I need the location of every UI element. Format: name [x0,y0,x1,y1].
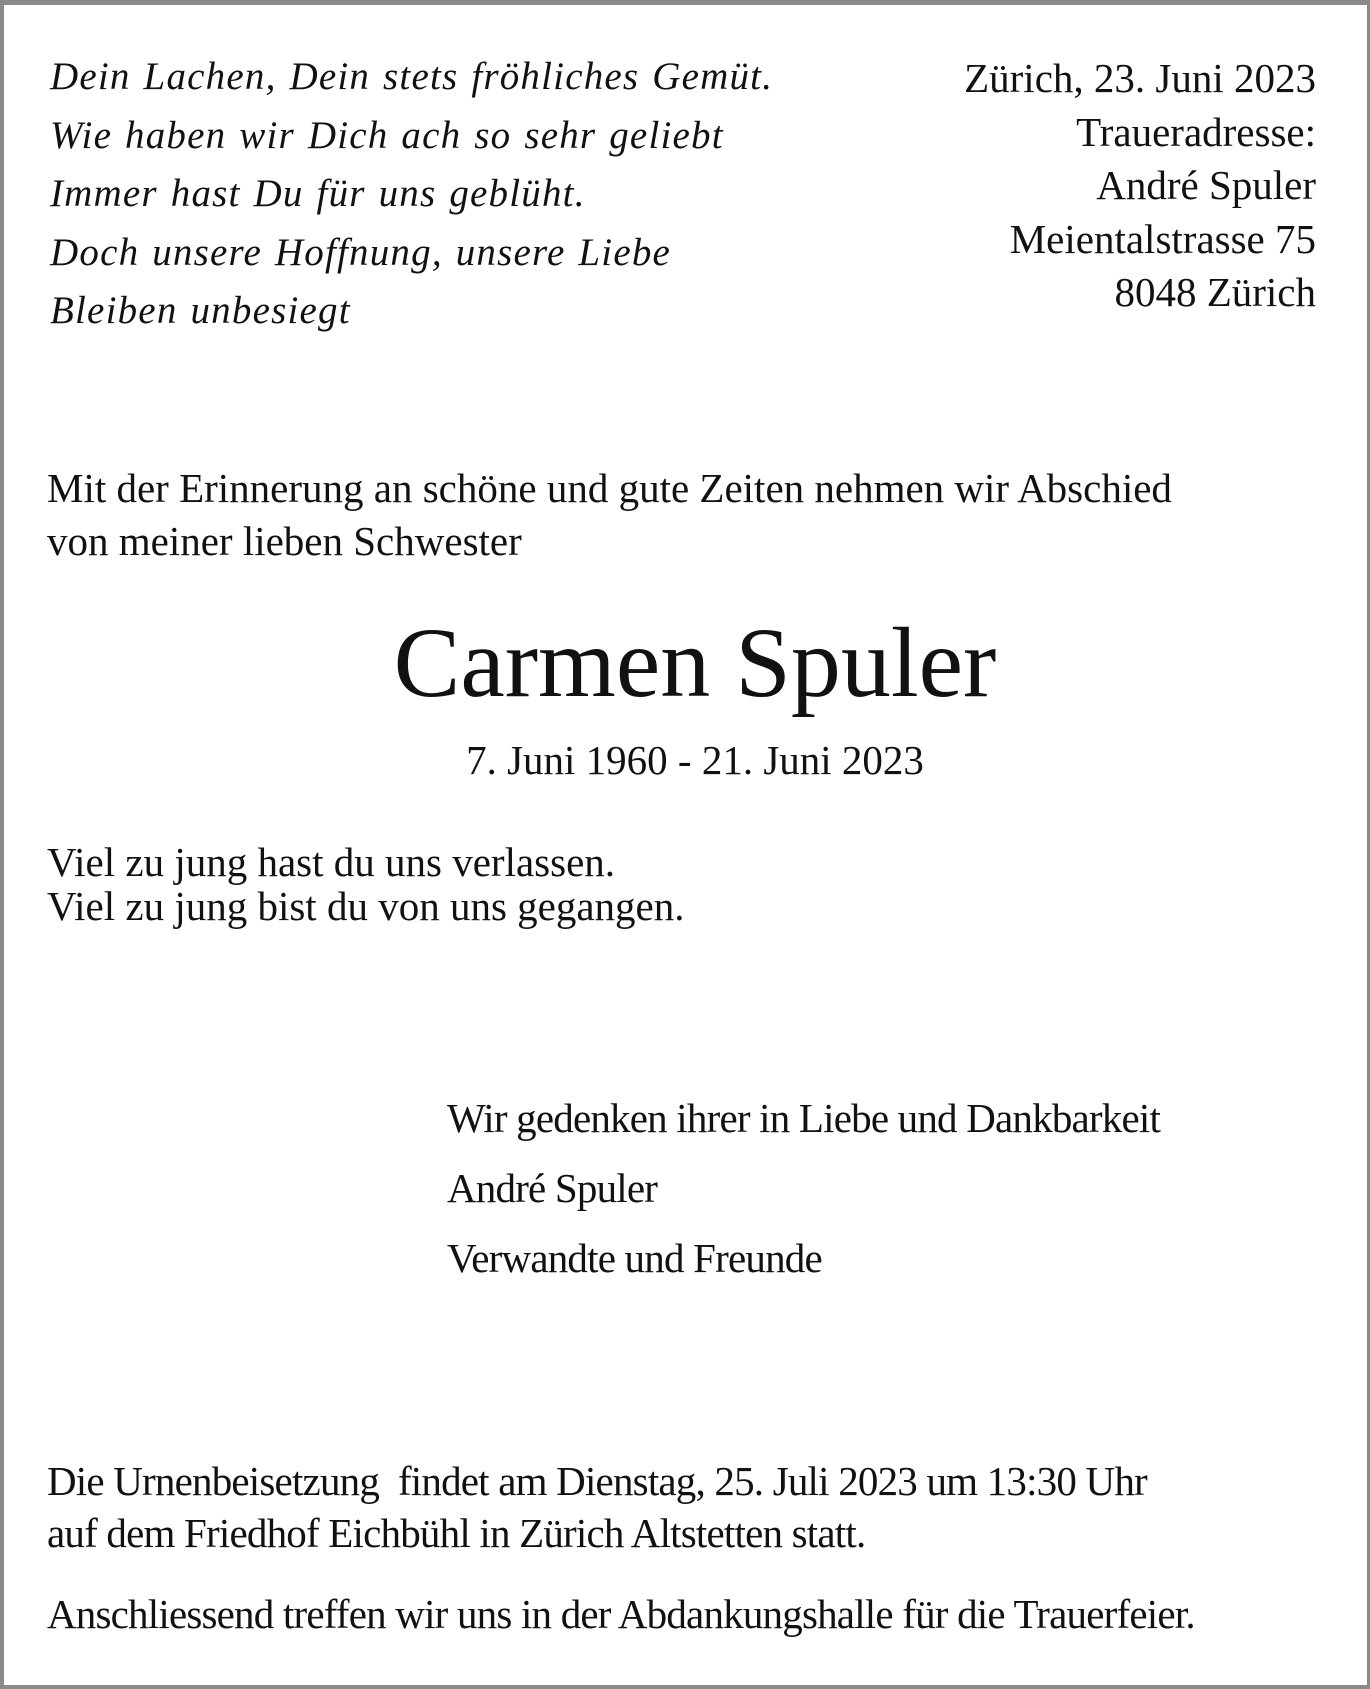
deceased-name: Carmen Spuler [393,607,997,718]
intro-line: von meiner lieben Schwester [47,518,522,564]
ceremony-line: auf dem Friedhof Eichbühl in Zürich Altstetten statt. [47,1510,866,1556]
lament-text [47,840,685,928]
remembrance-line: Wir gedenken ihrer in Liebe und Dankbarkeit [447,1095,1161,1141]
intro-line: Mit der Erinnerung an schöne und gute Zeiten nehmen wir Abschied [47,465,1172,511]
address-city: 8048 Zürich [1114,269,1316,315]
ceremony-line: Die Urnenbeisetzung findet am Dienstag, 25. Juli 2023 um 13:30 Uhr [47,1458,1147,1504]
address-label: Traueradresse: [1076,108,1316,155]
mourners-block [447,1083,1160,1293]
address-name: André Spuler [1096,162,1316,208]
lament-line: Viel zu jung bist du von uns gegangen. [47,883,685,929]
place-date: Zürich, 23. Juni 2023 [964,55,1316,101]
ceremony-info [47,1455,1147,1559]
poem [50,48,773,341]
poem-line: Doch unsere Hoffnung, unsere Liebe [50,230,672,274]
reception-info: Anschliessend treffen wir uns in der Abdankungshalle für die Trauerfeier. [47,1591,1195,1637]
poem-line: Wie haben wir Dich ach so sehr geliebt [50,113,724,157]
mourning-address [964,52,1316,320]
farewell-intro [47,462,1172,568]
mourner-relatives: Verwandte und Freunde [447,1235,822,1281]
address-street: Meientalstrasse 75 [1009,215,1316,262]
mourner-name: André Spuler [447,1165,658,1211]
poem-line: Bleiben unbesiegt [50,289,351,332]
poem-line: Immer hast Du für uns geblüht. [50,172,586,215]
life-dates: 7. Juni 1960 - 21. Juni 2023 [466,737,924,783]
poem-line: Dein Lachen, Dein stets fröhliches Gemüt. [50,55,774,98]
lament-line: Viel zu jung hast du uns verlassen. [47,839,616,885]
